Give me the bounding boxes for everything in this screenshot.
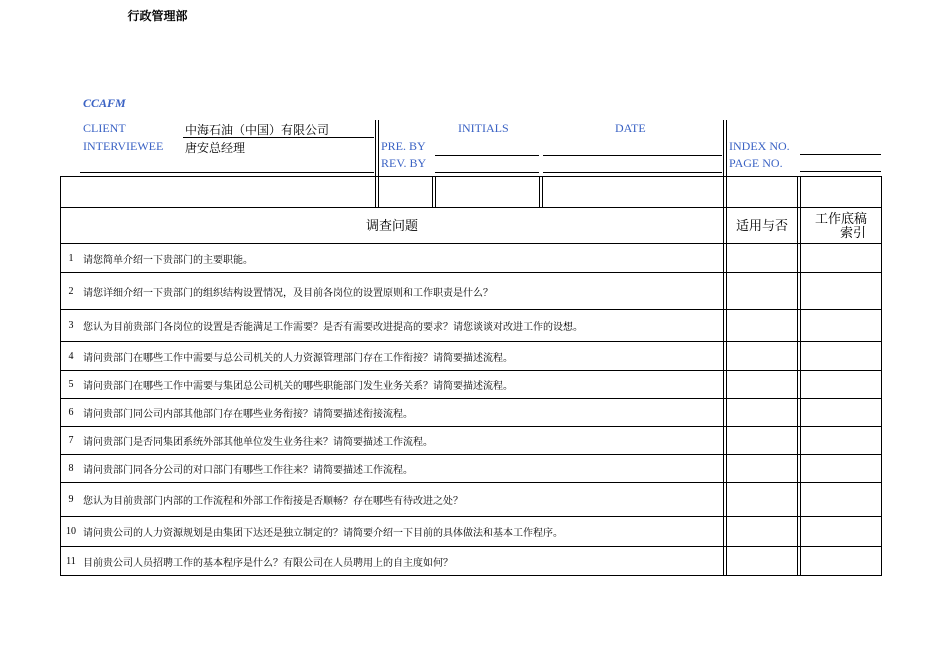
row-number: 10: [66, 526, 76, 537]
pre-by-date-line: [543, 155, 722, 156]
row-number: 6: [68, 407, 74, 418]
client-label: CLIENT: [83, 121, 126, 135]
row-question: 请问贵部门在哪些工作中需要与总公司机关的人力资源管理部门存在工作衔接？请简要描述流程。: [83, 352, 513, 364]
table-row: [61, 547, 725, 575]
department-title: 行政管理部: [127, 8, 188, 23]
interviewee-label: INTERVIEWEE: [83, 139, 164, 153]
row-question: 请问贵公司的人力资源规划是由集团下达还是独立制定的？请简要介绍一下目前的具体做法和基本工作程序。: [83, 528, 563, 539]
row-number: 1: [68, 252, 74, 264]
dept-cell-divider: [432, 176, 433, 207]
table-row: [61, 399, 725, 426]
table-top-border: [60, 176, 882, 177]
index-no-line: [800, 154, 881, 155]
dept-cell-divider: [542, 176, 543, 207]
dept-cell-divider: [435, 176, 436, 207]
row-question: 请问贵部门同公司内部其他部门存在哪些业务衔接？请简要描述衔接流程。: [83, 409, 413, 420]
client-underline: [183, 137, 374, 138]
table-row: [61, 483, 725, 516]
row-question: 请您简单介绍一下贵部门的主要职能。: [83, 254, 253, 266]
row-number: 7: [68, 435, 74, 446]
column-header-index-line1: 工作底稿: [814, 210, 867, 226]
column-header-index: [801, 208, 881, 243]
row-question: 请问贵部门是否同集团系统外部其他单位发生业务往来？请简要描述工作流程。: [83, 437, 433, 448]
row-number: 9: [68, 494, 74, 505]
table-row: [61, 273, 725, 309]
date-label: DATE: [615, 121, 646, 135]
interviewee-value: 唐安总经理: [185, 141, 246, 155]
table-row: [61, 342, 725, 370]
pre-by-label: PRE. BY: [381, 139, 426, 153]
row-question: 您认为目前贵部门各岗位的设置是否能满足工作需要？是否有需要改进提高的要求？请您谈谈对改进工作的设想。: [83, 322, 583, 333]
row-number: 5: [68, 379, 74, 390]
rev-by-date-line: [543, 172, 722, 173]
table-row: [61, 310, 725, 341]
rev-by-label: REV. BY: [381, 156, 427, 170]
row-question: 请问贵部门同各分公司的对口部门有哪些工作往来？请简要描述工作流程。: [83, 465, 413, 476]
column-header-index-line2: 索引: [839, 224, 866, 240]
table-bottom-border: [60, 575, 882, 576]
table-row: [61, 517, 725, 546]
header-separator: [378, 120, 379, 207]
row-number: 4: [68, 350, 74, 362]
header-separator: [723, 120, 724, 207]
initials-label: INITIALS: [458, 121, 509, 135]
row-question: 请您详细介绍一下贵部门的组织结构设置情况，及目前各岗位的设置原则和工作职责是什么？: [83, 287, 493, 299]
pre-by-initials-line: [435, 155, 539, 156]
table-row: [61, 371, 725, 398]
dept-cell-divider: [539, 176, 540, 207]
row-number: 11: [66, 555, 76, 567]
header-separator: [726, 120, 727, 207]
column-header-applicable: 适用与否: [735, 217, 788, 233]
row-number: 8: [68, 463, 74, 474]
index-no-label: INDEX NO.: [729, 139, 790, 153]
rev-by-initials-line: [435, 172, 539, 173]
row-question: 目前贵公司人员招聘工作的基本程序是什么？有限公司在人员聘用上的自主度如何？: [83, 557, 453, 569]
row-question: 请问贵部门在哪些工作中需要与集团总公司机关的哪些职能部门发生业务关系？请简要描述流程。: [83, 381, 513, 392]
column-header-question: 调查问题: [365, 217, 418, 233]
header-separator: [375, 120, 376, 207]
table-row: [61, 455, 725, 482]
row-number: 3: [68, 320, 74, 331]
page-no-label: PAGE NO.: [729, 156, 783, 170]
column-divider: [726, 207, 727, 576]
table-row: [61, 244, 725, 272]
row-number: 2: [68, 285, 74, 297]
row-question: 您认为目前贵部门内部的工作流程和外部工作衔接是否顺畅？存在哪些有待改进之处？: [83, 496, 463, 507]
page-no-line: [800, 171, 881, 172]
interviewee-underline: [80, 172, 374, 173]
client-value: 中海石油（中国）有限公司: [185, 123, 330, 137]
table-row: [61, 427, 725, 454]
brand-title: CCAFM: [83, 96, 126, 110]
